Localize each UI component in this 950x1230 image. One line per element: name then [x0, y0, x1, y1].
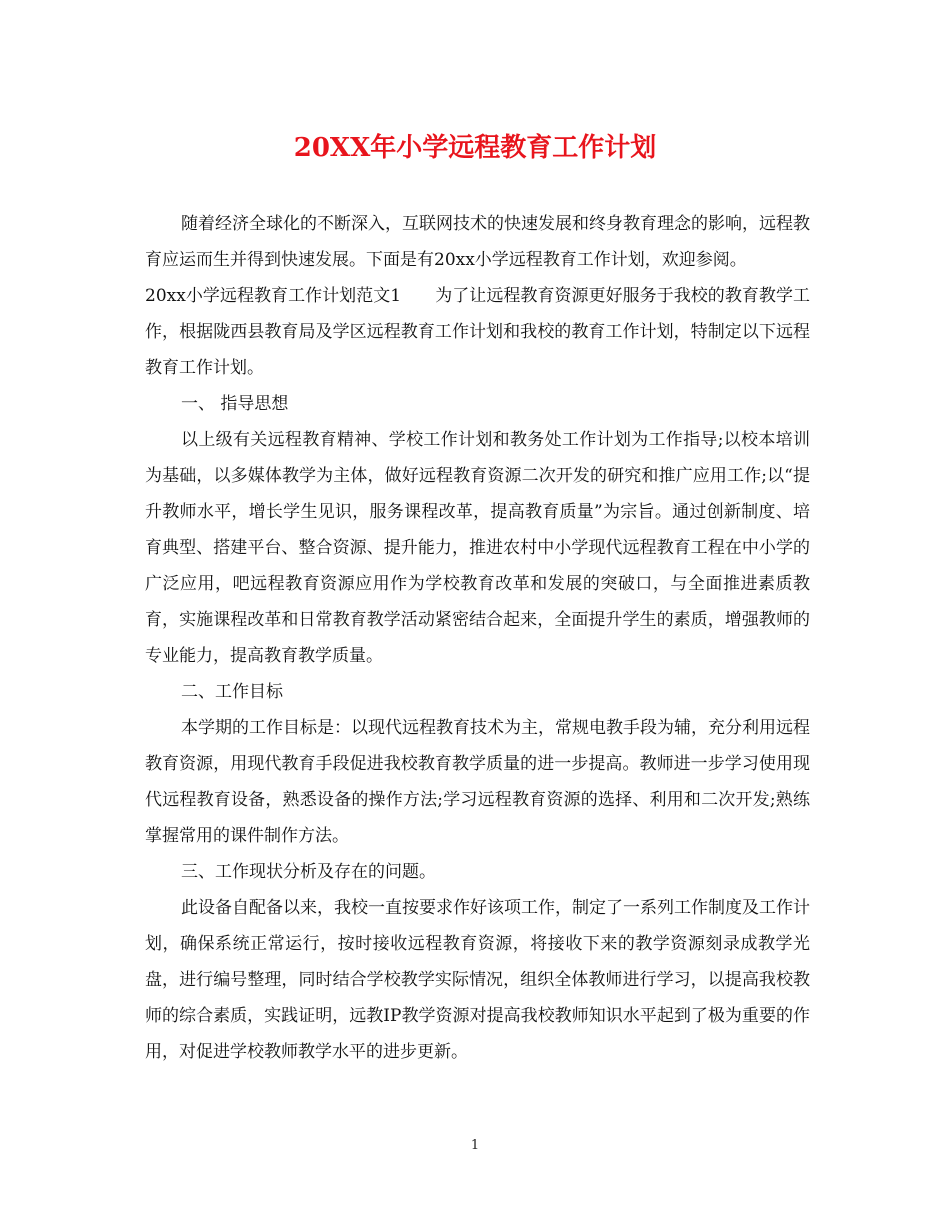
- sample-intro-paragraph: 20xx小学远程教育工作计划范文1 为了让远程教育资源更好服务于我校的教育教学工作，根据陇西县教育局及学区远程教育工作计划和我校的教育工作计划，特制定以下远程教育工作计划。: [145, 286, 810, 378]
- document-title: 20XX年小学远程教育工作计划: [293, 133, 657, 163]
- intro-paragraph: 随着经济全球化的不断深入，互联网技术的快速发展和终身教育理念的影响，远程教育应运而生并得到快速发展。下面是有20xx小学远程教育工作计划，欢迎参阅。: [145, 214, 810, 270]
- section-heading-guiding-ideology: 一、 指导思想: [181, 394, 289, 414]
- section-heading-status-analysis: 三、工作现状分析及存在的问题。: [181, 862, 436, 882]
- document-body: [145, 206, 810, 1070]
- work-goals-paragraph: 本学期的工作目标是：以现代远程教育技术为主，常规电教手段为辅，充分利用远程教育资源，用现代教育手段促进我校教育教学质量的进一步提高。教师进一步学习使用现代远程教育设备，熟悉设备的操作方法;学习远程教育资源的选择、利用和二次开发;熟练掌握常用的课件制作方法。: [145, 718, 810, 846]
- page-number: 1: [470, 1138, 480, 1153]
- section-heading-work-goals: 二、工作目标: [181, 682, 283, 702]
- status-analysis-paragraph: 此设备自配备以来，我校一直按要求作好该项工作，制定了一系列工作制度及工作计划，确保系统正常运行，按时接收远程教育资源，将接收下来的教学资源刻录成教学光盘，进行编号整理，同时结合学校教学实际情况，组织全体教师进行学习，以提高我校教师的综合素质，实践证明，远教IP教学资源对提高我校教师知识水平起到了极为重要的作用，对促进学校教师教学水平的进步更新。: [145, 898, 810, 1062]
- guiding-ideology-paragraph: 以上级有关远程教育精神、学校工作计划和教务处工作计划为工作指导;以校本培训为基础，以多媒体教学为主体，做好远程教育资源二次开发的研究和推广应用工作;以“提升教师水平，增长学生见识，服务课程改革，提高教育质量”为宗旨。通过创新制度、培育典型、搭建平台、整合资源、提升能力，推进农村中小学现代远程教育工程在中小学的广泛应用，吧远程教育资源应用作为学校教育改革和发展的突破口，与全面推进素质教育，实施课程改革和日常教育教学活动紧密结合起来，全面提升学生的素质，增强教师的专业能力，提高教育教学质量。: [145, 430, 810, 666]
